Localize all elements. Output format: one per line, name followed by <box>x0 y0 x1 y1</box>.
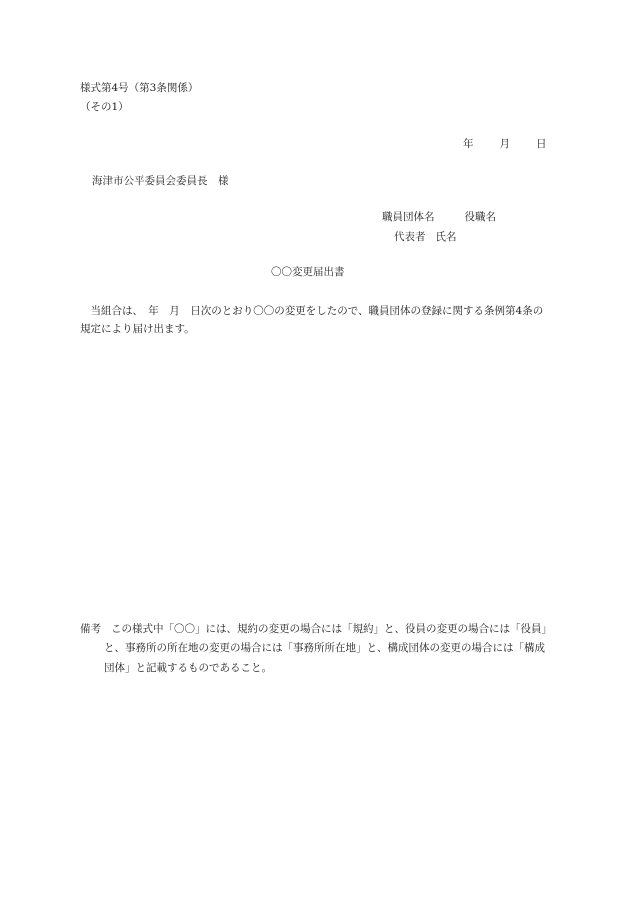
position-label: 役職名 <box>464 211 496 223</box>
representative-label: 代表者 <box>394 231 426 243</box>
date-month: 月 <box>499 138 510 150</box>
date-day: 日 <box>536 138 547 150</box>
form-subnumber: （その1） <box>80 101 129 113</box>
org-name-label: 職員団体名 <box>382 211 435 223</box>
remarks-label: 備考 <box>80 623 101 635</box>
remarks-section <box>80 620 550 678</box>
date-year: 年 <box>463 138 474 150</box>
sender-org-line <box>382 210 496 226</box>
sender-rep-line <box>394 230 457 246</box>
document-title: 〇〇変更届出書 <box>271 266 345 278</box>
body-paragraph: 当組合は、 年 月 日次のとおり〇〇の変更をしたので、職員団体の登録に関する条例第4条の規定により届け出ます。 <box>80 305 544 336</box>
addressee: 海津市公平委員会委員長 様 <box>92 175 229 187</box>
date-line <box>463 137 547 153</box>
remarks-text: この様式中「〇〇」には、規約の変更の場合には「規約」と、役員の変更の場合には「役員」と、事務所の所在地の変更の場合には「事務所所在地」と、構成団体の変更の場合には「構成団体」と記載するものであること。 <box>104 623 547 674</box>
name-label: 氏名 <box>435 231 457 243</box>
form-number: 様式第4号（第3条関係） <box>80 82 199 94</box>
